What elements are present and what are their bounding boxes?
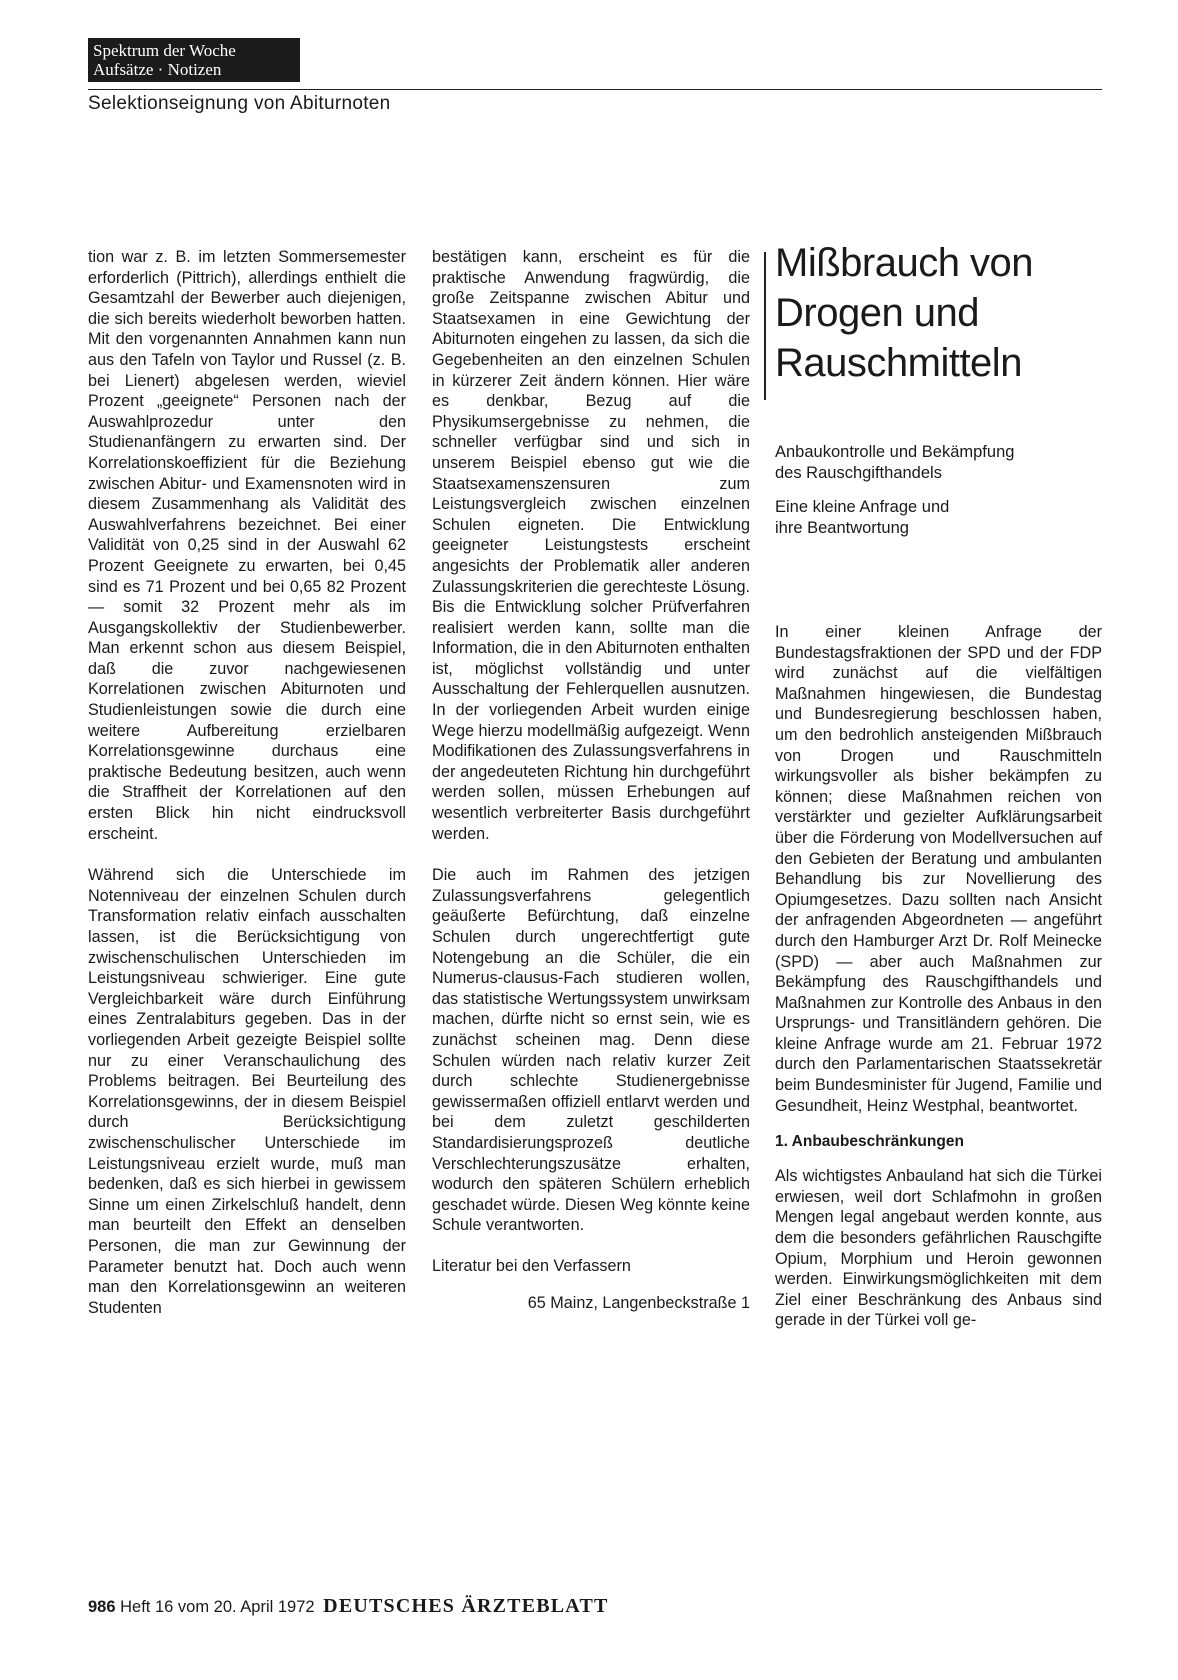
rubric-line-2: Aufsätze · Notizen <box>93 60 222 79</box>
issue-info: Heft 16 vom 20. April 1972 <box>120 1598 315 1616</box>
title-line: Rauschmitteln <box>775 341 1022 385</box>
rubric-line-1: Spektrum der Woche <box>93 41 236 60</box>
page-number: 986 <box>88 1598 116 1616</box>
subtitle-line: Anbaukontrolle und Bekämpfung <box>775 443 1015 461</box>
title-line: Drogen und <box>775 291 980 335</box>
column-divider <box>764 252 766 400</box>
author-address: 65 Mainz, Langenbeckstraße 1 <box>527 1293 750 1312</box>
literature-note: Literatur bei den Verfassern <box>432 1256 631 1275</box>
article-title <box>775 238 1102 388</box>
subheading: 1. Anbaubeschränkungen <box>775 1133 964 1151</box>
paragraph: Als wichtigstes Anbauland hat sich die Türkei erwiesen, weil dort Schlafmohn in großen Mengen legal angebaut werden konnte, aus dem die besonders gefährlichen Rauschgifte Opium, Morphium und Heroin gewonnen werden. Einwirkungsmöglichkeiten mit dem Ziel einer Beschränkung des Anbaus sind gerade in der Türkei voll ge- <box>775 1167 1102 1330</box>
article-subtitle <box>775 497 1102 539</box>
subtitle-line: Eine kleine Anfrage und <box>775 498 950 516</box>
left-article-column-2 <box>432 247 750 1313</box>
paragraph: bestätigen kann, erscheint es für die praktische Anwendung fragwürdig, die große Zeitspanne zwischen Abitur und Staatsexamen in eine Gewichtung der Abiturnoten eingehen zu lassen, da sich die Gegebenheiten an den einzelnen Schulen in kürzerer Zeit ändern können. Hier wäre es denkbar, Bezug auf die Physikumsergebnisse zu nehmen, die schneller verfügbar sind und sich in unserem Beispiel ebenso gut wie die Staatsexamenszensuren zum Leistungsvergleich zwischen einzelnen Schulen eigneten. Die Entwicklung geeigneter Leistungstests erscheint angesichts der Problematik aller anderen Zulassungskriterien die gerechteste Lösung. Bis die Entwicklung solcher Prüfverfahren realisiert werden kann, sollte man die Information, die in den Abiturnoten enthalten ist, möglichst vollständig und unter Ausschaltung der Fehlerquellen ausnutzen. In der vorliegenden Arbeit wurden einige Wege hierzu modellmäßig aufgezeigt. Wenn Modifikationen des Zulassungsverfahrens in der angedeuteten Richtung hin durchgeführt werden sollen, müssen Erhebungen auf wesentlich verbreiterter Basis durchgeführt werden. <box>432 248 750 843</box>
header-rule <box>88 89 1102 90</box>
title-line: Mißbrauch von <box>775 241 1034 285</box>
page-footer <box>88 1595 609 1618</box>
paragraph: Die auch im Rahmen des jetzigen Zulassungsverfahrens gelegentlich geäußerte Befürchtung, daß einzelne Schulen durch ungerechtfertigt gute Notengebung an die Schüler, die ein Numerus-clausus-Fach studieren wollen, das statistische Wertungssystem unwirksam machen, dürfte nicht so ernst sein, wie es zunächst scheinen mag. Denn diese Schulen würden nach relativ kurzer Zeit durch schlechte Studienergebnisse gewissermaßen offiziell entlarvt werden und bei dem zuletzt geschilderten Standardisierungsprozeß deutliche Verschlechterungszusätze erhalten, wodurch den späteren Schülern erheblich geschadet würde. Diesen Weg könnte keine Schule verantworten. <box>432 866 750 1235</box>
paragraph: Während sich die Unterschiede im Notenniveau der einzelnen Schulen durch Transformation relativ einfach ausschalten lassen, ist die Berücksichtigung von zwischenschulischen Unterschieden im Leistungsniveau schwieriger. Eine gute Vergleichbarkeit wäre durch Einführung eines Zentralabiturs gegeben. Das in der vorliegenden Arbeit gezeigte Beispiel sollte nur zu einer Veranschaulichung des Problems beitragen. Bei Beurteilung des Korrelationsgewinns, der in diesem Beispiel durch Berücksichtigung zwischenschulischer Unterschiede im Leistungsniveau erzielt wurde, muß man bedenken, daß es sich hierbei in gewissem Sinne um einen Zirkelschluß handelt, denn man beurteilt den Effekt an denselben Personen, die man zur Gewinnung der Parameter benutzt hat. Doch auch wenn man den Korrelationsgewinn an weiteren Studenten <box>88 866 406 1317</box>
subtitle-line: ihre Beantwortung <box>775 519 909 537</box>
journal-masthead: DEUTSCHES ÄRZTEBLATT <box>323 1595 609 1617</box>
left-article-column-1 <box>88 247 406 1318</box>
subtitle-line: des Rauschgifthandels <box>775 464 942 482</box>
article-subtitle <box>775 442 1102 484</box>
right-article <box>775 238 1102 1331</box>
section-title: Selektionseignung von Abiturnoten <box>88 93 391 114</box>
section-rubric <box>88 38 300 82</box>
paragraph: tion war z. B. im letzten Sommersemester erforderlich (Pittrich), allerdings enthielt die Gesamtzahl der Bewerber auch diejenigen, die sich bereits wiederholt beworben hatten. Mit den vorgenannten Annahmen kann nun aus den Tafeln von Taylor und Russel (z. B. bei Lienert) abgelesen werden, wieviel Prozent „geeignete“ Personen nach der Auswahlprozedur unter den Studienanfängern zu erwarten sind. Der Korrelationskoeffizient für die Beziehung zwischen Abitur- und Examensnoten wird in diesem Zusammenhang als Validität des Auswahlverfahrens bezeichnet. Bei einer Validität von 0,25 sind in der Auswahl 62 Prozent Geeignete zu erwarten, bei 0,45 sind es 71 Prozent und bei 0,65 82 Prozent — somit 32 Prozent mehr als im Ausgangskollektiv der Studienbewerber. Man erkennt schon aus diesem Beispiel, daß die zuvor nachgewiesenen Korrelationen zwischen Abiturnoten und Studienleistungen sowie die durch eine weitere Aufbereitung erzielbaren Korrelationsgewinne durchaus eine praktische Bedeutung besitzen, auch wenn die Straffheit der Korrelationen auf den ersten Blick hin nicht eindrucksvoll erscheint. <box>88 248 406 843</box>
paragraph: In einer kleinen Anfrage der Bundestagsfraktionen der SPD und der FDP wird zunächst auf die vielfältigen Maßnahmen hingewiesen, die Bundestag und Bundesregierung beschlossen haben, um den bedrohlich ansteigenden Mißbrauch von Drogen und Rauschmitteln wirkungsvoller als bisher bekämpfen zu können; diese Maßnahmen reichen von verstärkter und gezielter Aufklärungsarbeit über die Förderung von Modellversuchen auf den Gebieten der Beratung und ambulanten Behandlung bis zur Novellierung des Opiumgesetzes. Dazu sollten nach Ansicht der anfragenden Abgeordneten — angeführt durch den Hamburger Arzt Dr. Rolf Meinecke (SPD) — aber auch Maßnahmen zur Bekämpfung des Rauschgifthandels und Maßnahmen zur Kontrolle des Anbaus in den Ursprungs- und Transitländern gehören. Die kleine Anfrage wurde am 21. Februar 1972 durch den Parlamentarischen Staatssekretär beim Bundesminister für Jugend, Familie und Gesundheit, Heinz Westphal, beantwortet. <box>775 623 1102 1115</box>
